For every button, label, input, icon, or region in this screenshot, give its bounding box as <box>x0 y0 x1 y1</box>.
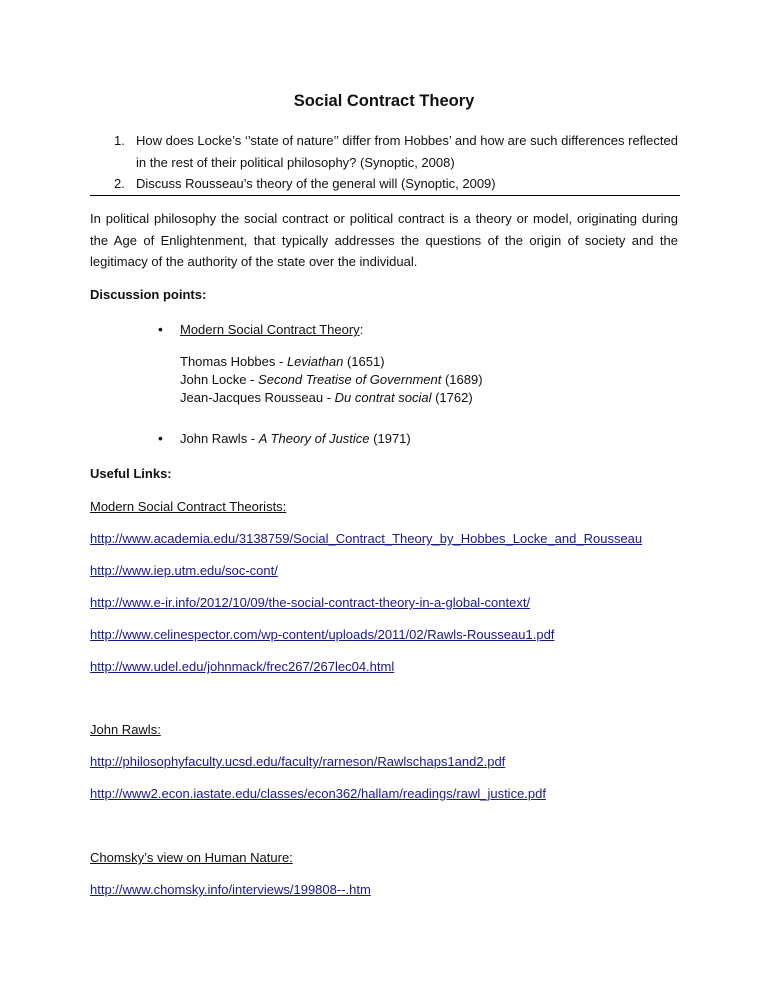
link-chomsky[interactable]: http://www.chomsky.info/interviews/199808--.htm <box>90 882 371 897</box>
link-iastate[interactable]: http://www2.econ.iastate.edu/classes/econ362/hallam/readings/rawl_justice.pdf <box>90 786 546 801</box>
work-item <box>180 353 483 371</box>
work-item <box>180 371 483 389</box>
discussion-heading: Discussion points: <box>90 287 207 302</box>
bullet-icon: • <box>158 321 163 337</box>
bullet-icon: • <box>158 430 163 446</box>
work-title: Second Treatise of Government <box>258 372 442 387</box>
work-title: Du contrat social <box>334 390 432 405</box>
question-text: How does Locke’s ‘’state of nature’’ differ from Hobbes’ and how are such differences reflected in the rest of their political philosophy? (Synoptic, 2008) <box>136 133 678 170</box>
work-author: Thomas Hobbes - <box>180 354 287 369</box>
work-year: (1689) <box>441 372 483 387</box>
modern-theory-label: Modern Social Contract Theory <box>180 322 360 337</box>
question-list <box>90 130 680 195</box>
work-author: Jean-Jacques Rousseau - <box>180 390 335 405</box>
work-year: (1971) <box>369 431 411 446</box>
link-e-ir[interactable]: http://www.e-ir.info/2012/10/09/the-social-contract-theory-in-a-global-context/ <box>90 595 531 610</box>
question-text: Discuss Rousseau’s theory of the general will (Synoptic, 2009) <box>136 176 496 191</box>
link-academia[interactable]: http://www.academia.edu/3138759/Social_Contract_Theory_by_Hobbes_Locke_and_Rousseau <box>90 531 643 546</box>
horizontal-divider <box>90 195 680 196</box>
rawls-heading: John Rawls: <box>90 722 161 737</box>
bullet-rawls <box>158 430 411 446</box>
question-number: 1. <box>114 133 125 148</box>
link-udel[interactable]: http://www.udel.edu/johnmack/frec267/267lec04.html <box>90 659 395 674</box>
work-title: Leviathan <box>286 354 344 369</box>
link-ucsd[interactable]: http://philosophyfaculty.ucsd.edu/faculty/rarneson/Rawlschaps1and2.pdf <box>90 754 506 769</box>
question-item <box>90 130 680 173</box>
page-title: Social Contract Theory <box>293 92 475 110</box>
bullet-modern-theory <box>158 321 363 337</box>
intro-paragraph: In political philosophy the social contract or political contract is a theory or model, originating during the Age of Enlightenment, that typically addresses the questions of the origin of society and the legitimacy of the authority of the state over the individual. <box>90 211 678 269</box>
question-item <box>90 173 680 195</box>
work-year: (1762) <box>431 390 473 405</box>
question-number: 2. <box>114 176 125 191</box>
modern-theorists-heading: Modern Social Contract Theorists: <box>90 499 287 514</box>
link-iep[interactable]: http://www.iep.utm.edu/soc-cont/ <box>90 563 278 578</box>
chomsky-heading: Chomsky’s view on Human Nature: <box>90 850 293 865</box>
link-celinespector[interactable]: http://www.celinespector.com/wp-content/uploads/2011/02/Rawls-Rousseau1.pdf <box>90 627 555 642</box>
works-list <box>180 353 483 407</box>
work-year: (1651) <box>343 354 385 369</box>
work-author: John Rawls - <box>180 431 259 446</box>
work-title: A Theory of Justice <box>258 431 370 446</box>
work-item <box>180 389 483 407</box>
useful-links-heading: Useful Links: <box>90 466 172 481</box>
modern-theory-colon: : <box>359 322 364 337</box>
work-author: John Locke - <box>180 372 259 387</box>
